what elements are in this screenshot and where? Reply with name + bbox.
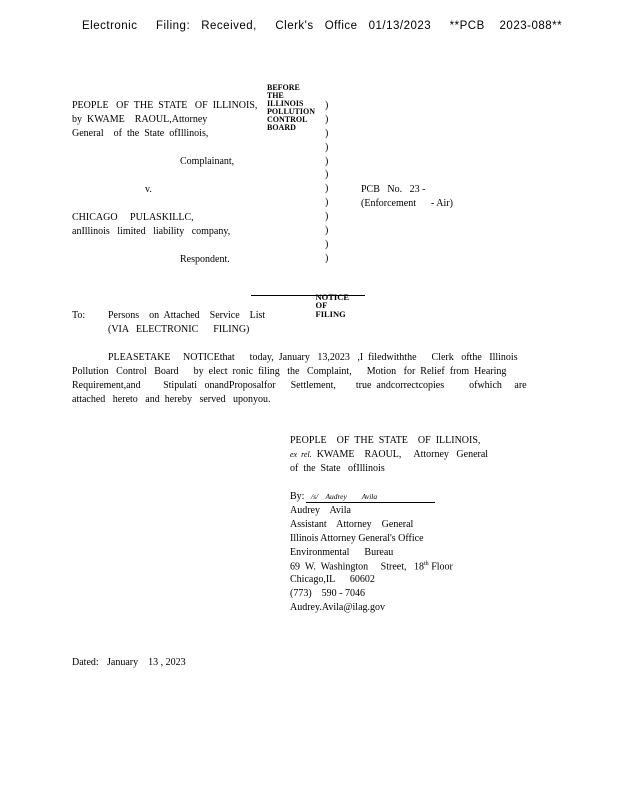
signer-phone: (773) 590 - 7046 [290,588,365,599]
caption-divider [325,99,333,266]
signer-bureau: Environmental Bureau [290,547,394,558]
dated-value: January 13 , 2023 [107,657,186,668]
by-label: By: [290,491,305,502]
signature: /s/ Audrey Avila [311,492,378,501]
signer-office: Illinois Attorney General's Office [290,533,424,544]
street-floor: Floor [431,561,453,573]
case-type: (Enforcement - Air) [361,198,453,209]
body-line-4: attached hereto and hereby served uponyou. [72,394,271,405]
street-text: 69 W. Washington Street, 18 [290,561,425,573]
notice-title-word: FILING [315,308,346,319]
caption-paren: ) [325,141,329,153]
body-line-3: Requirement,and Stipulati onandProposalfor Settlement, true andcorrectcopies ofwhich are [72,380,527,391]
notice-title-word: NOTICE [315,291,350,302]
board-header-word: BOARD [267,123,296,132]
signer-name: Audrey Avila [290,505,351,516]
to-recipients: Persons on Attached Service List [108,310,266,321]
caption-paren: ) [325,155,329,167]
board-header-word: CONTROL [267,115,308,124]
plaintiff-line-3: General of the State ofIllinois, [72,128,209,139]
defendant-line-2: anIllinois limited liability company, [72,226,231,237]
notice-title-underline [251,295,365,296]
plaintiff-line-1: PEOPLE OF THE STATE OF ILLINOIS, [72,100,258,111]
caption-paren: ) [325,238,329,250]
board-header-word: POLLUTION [267,107,316,116]
defendant-line-1: CHICAGO PULASKILLC, [72,212,194,223]
caption-paren: ) [325,211,329,223]
caption-paren: ) [325,127,329,139]
party-line-2 [290,450,488,460]
plaintiff-line-2: by KWAME RAOUL,Attorney [72,114,208,125]
board-header-word: THE [266,91,284,100]
street-superscript: th [424,561,429,567]
caption-paren: ) [325,169,329,181]
caption-paren: ) [325,197,329,209]
to-label: To: [72,310,86,321]
signature-line [306,502,435,503]
caption-paren: ) [325,252,329,264]
notice-title-word: OF [315,300,328,310]
signer-city: Chicago,IL 60602 [290,574,375,585]
ex-rel-label: ex rel. [290,450,312,459]
caption-paren: ) [325,183,329,195]
party-line-3: of the State ofIllinois [290,463,385,474]
signer-street [290,561,453,572]
case-number: PCB No. 23 - [361,184,426,195]
caption-paren: ) [325,225,329,237]
body-line-2: Pollution Control Board by elect ronic filing the Complaint, Motion for Relief from Hearing [72,366,507,377]
versus-label: v. [145,184,152,195]
signer-email: Audrey.Avila@ilag.gov [290,602,386,613]
notice-title [251,284,349,327]
body-line-1: PLEASETAKE NOTICEthat today, January 13,2023 ,I filedwiththe Clerk ofthe Illinois [108,352,518,363]
party-line-2-text: KWAME RAOUL, Attorney General [316,449,489,460]
complainant-label: Complainant, [180,156,235,167]
board-header-word: BEFORE [267,83,300,92]
caption-paren: ) [325,113,329,125]
filing-stamp: Electronic Filing: Received, Clerk's Office 01/13/2023 **PCB 2023-088** [82,20,563,32]
signer-title: Assistant Attorney General [290,519,414,530]
dated-label: Dated: [72,657,99,668]
to-delivery-method: (VIA ELECTRONIC FILING) [108,324,250,335]
caption-paren: ) [325,100,329,111]
respondent-label: Respondent. [180,254,230,265]
board-header-word: ILLINOIS [267,99,304,108]
party-line-1: PEOPLE OF THE STATE OF ILLINOIS, [290,435,481,446]
